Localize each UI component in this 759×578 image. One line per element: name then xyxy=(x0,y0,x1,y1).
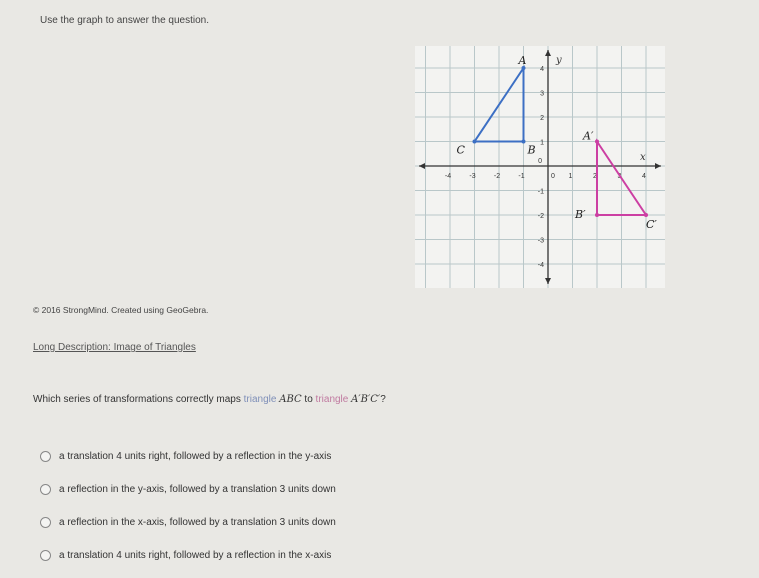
x-tick-label: -4 xyxy=(444,173,452,180)
x-tick-label: -3 xyxy=(469,173,476,180)
triangle-image-point-a xyxy=(595,140,599,144)
copyright-text: © 2016 StrongMind. Created using GeoGebra. xyxy=(33,305,209,315)
option-1[interactable] xyxy=(40,440,336,473)
radio-button-4[interactable] xyxy=(40,550,51,561)
question-prefix: Which series of transformations correctly maps xyxy=(33,394,244,405)
x-tick-label: 0 xyxy=(551,173,555,180)
option-2[interactable] xyxy=(40,473,336,506)
x-axis-label: x xyxy=(640,152,646,163)
question-triangle-word-1: triangle xyxy=(243,394,277,405)
x-tick-label: -2 xyxy=(493,173,501,180)
triangle-abc-label-b: B xyxy=(527,143,536,157)
y-axis-label: y xyxy=(556,55,562,66)
y-tick-label: -3 xyxy=(537,237,544,245)
y-tick-label: -1 xyxy=(537,188,544,196)
x-tick-label: 3 xyxy=(617,173,622,180)
option-1-label: a translation 4 units right, followed by a reflection in the y-axis xyxy=(59,451,332,462)
question-triangle-word-2: triangle xyxy=(315,394,349,405)
y-tick-label-zero: 0 xyxy=(538,158,542,165)
answer-options xyxy=(40,440,336,572)
instruction-text: Use the graph to answer the question. xyxy=(40,15,209,26)
radio-button-1[interactable] xyxy=(40,451,51,462)
question-triangle-image: A′B′C′ xyxy=(351,394,381,405)
option-3[interactable] xyxy=(40,506,336,539)
y-tick-label: 4 xyxy=(540,66,544,73)
radio-button-2[interactable] xyxy=(40,484,51,495)
option-3-label: a reflection in the x-axis, followed by a translation 3 units down xyxy=(59,517,336,528)
x-tick-label: -1 xyxy=(518,173,525,180)
question-suffix: ? xyxy=(380,394,386,405)
question-text xyxy=(33,394,386,405)
triangle-abc-point-c xyxy=(473,140,477,144)
triangle-image-label-b: B′ xyxy=(575,208,586,221)
x-tick-label: 2 xyxy=(593,173,597,180)
y-tick-label: -4 xyxy=(537,262,544,269)
option-4-label: a translation 4 units right, followed by a reflection in the x-axis xyxy=(59,550,332,561)
triangle-image-label-a: A′ xyxy=(583,129,594,143)
x-tick-label: 1 xyxy=(568,173,573,180)
triangle-image-point-c xyxy=(644,213,648,217)
long-description-link[interactable]: Long Description: Image of Triangles xyxy=(33,342,196,353)
triangle-abc-label-a: A xyxy=(518,54,527,67)
triangle-image-point-b xyxy=(595,213,599,217)
triangle-abc-label-c: C xyxy=(456,143,465,157)
option-2-label: a reflection in the y-axis, followed by a translation 3 units down xyxy=(59,484,336,495)
coordinate-graph xyxy=(415,46,665,288)
graph-background xyxy=(415,46,665,288)
y-tick-label: -2 xyxy=(537,213,544,220)
triangle-image-label-c: C′ xyxy=(646,218,657,231)
x-tick-label: 4 xyxy=(642,173,646,180)
question-middle: to xyxy=(301,394,316,405)
graph-svg xyxy=(415,46,665,288)
y-tick-label: 2 xyxy=(540,115,544,122)
radio-button-3[interactable] xyxy=(40,517,51,528)
triangle-abc-point-b xyxy=(522,140,526,144)
question-triangle-abc: ABC xyxy=(279,394,302,405)
y-tick-label: 3 xyxy=(540,90,544,98)
y-tick-label: 1 xyxy=(540,139,544,147)
option-4[interactable] xyxy=(40,539,336,572)
